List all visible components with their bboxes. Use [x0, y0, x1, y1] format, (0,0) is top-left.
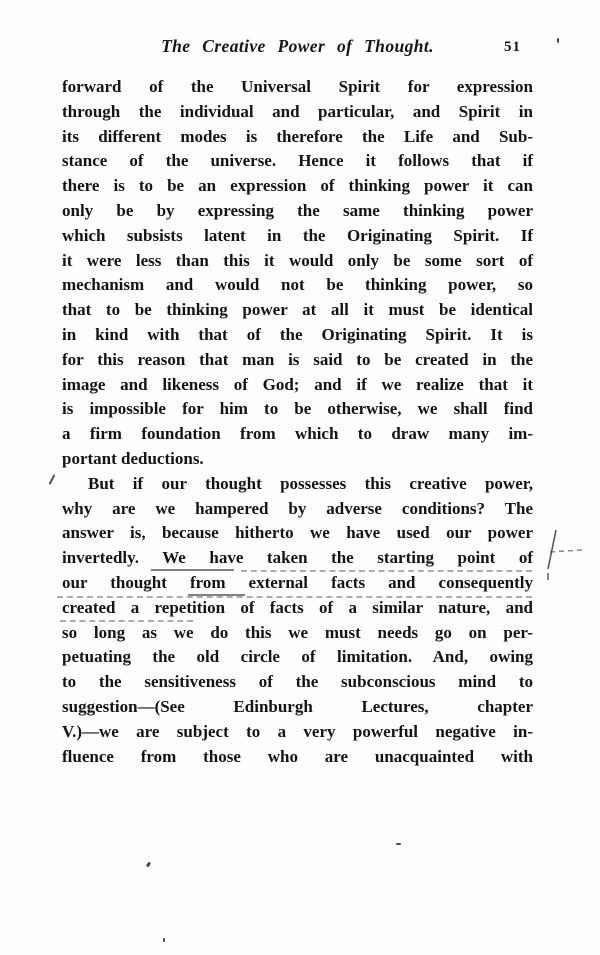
text-line: it were less than this it would only be some sort of — [62, 250, 533, 270]
text-line: V.)—we are subject to a very powerful negative in- — [62, 721, 533, 741]
text-line: our thought from external facts and consequently — [62, 572, 533, 592]
text-line: why are we hampered by adverse conditions? The — [62, 498, 533, 518]
text-line: to the sensitiveness of the subconscious mind to — [62, 672, 533, 692]
pencil-underline-taken-the-starting-point-of — [241, 570, 532, 572]
body-text — [62, 75, 533, 769]
scan-speck — [146, 862, 151, 868]
text-line: created a repetition of facts of a similar nature, and — [62, 597, 533, 617]
text-line: its different modes is therefore the Life and Sub- — [62, 126, 533, 146]
text-line: stance of the universe. Hence it follows that if — [62, 151, 533, 171]
text-line: is impossible for him to be otherwise, we shall find — [62, 399, 533, 419]
text-line: that to be thinking power at all it must be identical — [62, 300, 533, 320]
text-line: invertedly. We have taken the starting point of — [62, 548, 533, 568]
pencil-underline-our-thought-from-external-facts — [57, 596, 532, 598]
pencil-underline-from — [188, 594, 245, 596]
text-line: only be by expressing the same thinking power — [62, 200, 533, 220]
text-line: But if our thought possesses this creative power, — [88, 473, 533, 493]
scan-speck — [163, 938, 165, 942]
text-line: there is to be an expression of thinking power it can — [62, 176, 533, 196]
right-margin-slash-mark — [540, 524, 598, 586]
text-line: a firm foundation from which to draw many im- — [62, 424, 533, 444]
text-line: fluence from those who are unacquainted with — [62, 746, 533, 766]
running-header — [62, 36, 533, 62]
left-margin-tick-mark — [49, 474, 56, 485]
text-line: mechanism and would not be thinking power, so — [62, 275, 533, 295]
pencil-underline-we-have — [151, 569, 234, 571]
text-line: forward of the Universal Spirit for expression — [62, 77, 533, 96]
page-number: 51 — [504, 39, 521, 55]
text-line: in kind with that of the Originating Spirit. It is — [62, 324, 533, 344]
text-line: for this reason that man is said to be created in the — [62, 349, 533, 369]
text-line: which subsists latent in the Originating Spirit. If — [62, 225, 533, 245]
pencil-underline-created-a — [60, 620, 193, 622]
text-line: suggestion—(See Edinburgh Lectures, chapter — [62, 696, 533, 716]
page-title: The Creative Power of Thought. — [161, 36, 434, 56]
text-line: so long as we do this we must needs go on per- — [62, 622, 533, 642]
text-line: answer is, because hitherto we have used our power — [62, 523, 533, 543]
text-line: petuating the old circle of limitation. And, owing — [62, 647, 533, 667]
scan-speck — [557, 38, 559, 43]
scan-speck — [396, 843, 401, 845]
text-line: image and likeness of God; and if we realize that it — [62, 374, 533, 394]
text-line: portant deductions. — [62, 448, 204, 468]
text-line: through the individual and particular, and Spirit in — [62, 101, 533, 121]
